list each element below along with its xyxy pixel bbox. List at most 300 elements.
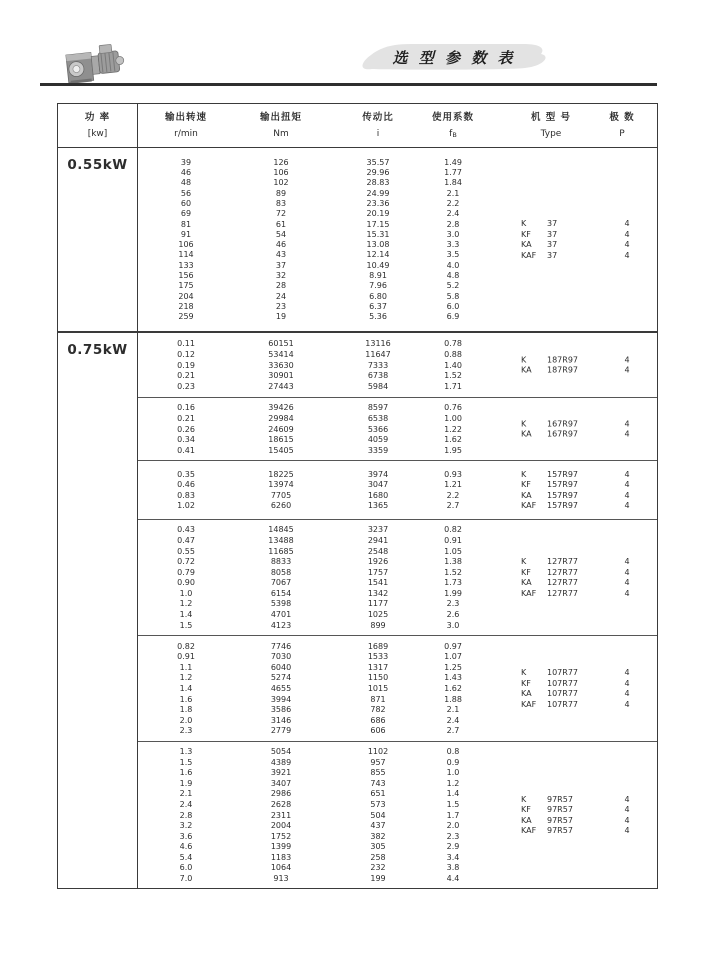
table-cell: 1.5 (179, 620, 193, 630)
table-cell: 1680 (367, 490, 389, 500)
table-cell: 0.91 (444, 535, 462, 545)
table-cell: 5274 (270, 673, 292, 683)
model-type-row (521, 355, 647, 366)
table-cell: 53414 (268, 349, 294, 359)
table-cell: 15.31 (366, 229, 390, 239)
header-service-factor-cn: 使用系数 (431, 112, 474, 123)
table-cell: 782 (370, 705, 386, 715)
model-prefix: K (521, 219, 527, 229)
table-cell: 2.7 (446, 726, 460, 736)
table-cell: 3.4 (446, 852, 460, 862)
table-cell: 199 (370, 874, 386, 884)
section-data (138, 333, 657, 888)
model-type-row (521, 469, 647, 480)
model-prefix: KAF (521, 588, 537, 598)
table-row (138, 157, 657, 167)
table-cell: 13974 (268, 480, 294, 490)
table-cell: 5.36 (369, 312, 387, 322)
ratio-block (138, 333, 657, 397)
table-cell: 4655 (270, 684, 292, 693)
model-type-row (521, 240, 647, 251)
table-cell: 61 (275, 219, 287, 229)
table-cell: 0.72 (177, 557, 195, 567)
table-cell: 0.43 (177, 525, 195, 535)
table-cell: 2986 (270, 789, 292, 799)
table-cell: 114 (178, 250, 194, 260)
header-poles-cn: 极 数 (609, 112, 635, 123)
power-section (58, 331, 657, 888)
model-number: 107R77 (547, 689, 579, 699)
model-type-row (521, 678, 647, 689)
table-cell: 1.73 (444, 578, 462, 588)
header-torque-unit: Nm (273, 129, 289, 139)
model-prefix: KA (521, 365, 532, 375)
model-prefix: KAF (521, 501, 537, 511)
table-row (138, 281, 657, 291)
table-cell: 6538 (367, 413, 389, 423)
table-cell: 1.5 (179, 757, 193, 767)
model-number: 37 (547, 229, 558, 239)
table-cell: 2.4 (446, 209, 460, 219)
model-prefix: KA (521, 578, 532, 588)
table-cell: 4389 (270, 757, 292, 767)
table-cell: 957 (370, 757, 386, 767)
table-row (138, 270, 657, 280)
table-row (138, 381, 657, 392)
table-cell: 8.91 (369, 271, 387, 281)
table-cell: 0.93 (444, 469, 462, 479)
table-cell: 126 (273, 157, 289, 167)
table-cell: 8833 (270, 557, 292, 567)
ratio-block (138, 460, 657, 519)
model-type-stack (521, 355, 647, 376)
table-cell: 3.2 (179, 821, 193, 831)
model-type-row (521, 815, 647, 826)
table-row (138, 167, 657, 177)
table-cell: 2.2 (446, 198, 460, 208)
table-cell: 1752 (270, 831, 292, 841)
model-number: 107R77 (547, 668, 579, 678)
table-cell: 13116 (365, 339, 391, 349)
model-prefix: KF (521, 678, 531, 688)
table-cell: 7.0 (179, 874, 193, 884)
table-cell: 1.62 (444, 684, 462, 693)
table-cell: 33630 (268, 360, 294, 370)
model-prefix: K (521, 469, 527, 479)
model-prefix: KA (521, 815, 532, 825)
table-cell: 0.55 (177, 546, 195, 556)
header-power-unit: [kw] (87, 129, 108, 139)
header-power-cn: 功 率 (84, 112, 111, 123)
model-prefix: KF (521, 567, 531, 577)
table-cell: 133 (178, 260, 194, 270)
table-cell: 18615 (268, 435, 294, 445)
table-cell: 6.80 (369, 291, 387, 301)
table-cell: 1541 (367, 578, 389, 588)
page-title: 选 型 参 数 表 (392, 49, 516, 67)
table-cell: 7333 (367, 360, 389, 370)
table-cell: 2004 (270, 821, 292, 831)
table-row (138, 757, 657, 768)
table-cell: 3237 (367, 525, 389, 535)
table-cell: 1365 (367, 501, 389, 511)
model-number: 157R97 (547, 469, 579, 479)
table-cell: 156 (178, 271, 194, 281)
model-number: 157R97 (547, 480, 579, 490)
table-cell: 7067 (270, 578, 292, 588)
model-number: 187R97 (547, 355, 579, 365)
table-cell: 0.76 (444, 403, 462, 413)
model-number: 97R57 (547, 815, 573, 825)
model-number: 97R57 (547, 826, 573, 836)
table-header (58, 104, 657, 148)
table-cell: 2.0 (446, 821, 460, 831)
table-cell: 1.99 (444, 588, 462, 598)
power-column (58, 333, 138, 888)
table-cell: 89 (275, 188, 287, 198)
table-cell: 1.4 (446, 789, 460, 799)
table-cell: 2.4 (446, 715, 460, 725)
table-cell: 3974 (367, 469, 389, 479)
table-row (138, 726, 657, 737)
poles-value: 4 (624, 229, 630, 239)
table-cell: 30901 (268, 371, 294, 381)
header-power (58, 104, 138, 147)
table-cell: 2941 (367, 535, 389, 545)
table-cell: 1.4 (179, 684, 193, 693)
table-cell: 4.6 (179, 842, 193, 852)
table-cell: 1317 (367, 662, 389, 672)
table-cell: 1.88 (444, 694, 462, 704)
table-cell: 6.0 (446, 301, 460, 311)
table-cell: 35.57 (366, 157, 390, 167)
model-number: 97R57 (547, 805, 573, 815)
table-cell: 1.00 (444, 413, 462, 423)
header-service-factor (428, 112, 478, 147)
header-speed-unit: r/min (174, 129, 198, 139)
table-cell: 1.22 (444, 424, 462, 434)
table-cell: 3.5 (446, 250, 460, 260)
table-cell: 60 (180, 198, 192, 208)
table-cell: 5984 (367, 381, 389, 391)
table-cell: 3.0 (446, 620, 460, 630)
table-cell: 1.40 (444, 360, 462, 370)
table-cell: 27443 (268, 381, 294, 391)
model-type-row (521, 490, 647, 501)
table-cell: 305 (370, 842, 386, 852)
table-cell: 6.37 (369, 301, 387, 311)
poles-value: 4 (624, 250, 630, 260)
model-prefix: K (521, 557, 527, 567)
model-type-row (521, 578, 647, 589)
poles-value: 4 (624, 365, 630, 375)
table-cell: 1.05 (444, 546, 462, 556)
table-cell: 18225 (268, 469, 294, 479)
model-prefix: KA (521, 689, 532, 699)
table-cell: 24 (275, 291, 287, 301)
model-number: 97R57 (547, 794, 573, 804)
table-row (138, 609, 657, 620)
table-cell: 10.49 (366, 260, 390, 270)
model-number: 127R77 (547, 557, 579, 567)
table-cell: 4.8 (446, 271, 460, 281)
table-cell: 3.8 (446, 863, 460, 873)
table-cell: 5366 (367, 424, 389, 434)
table-row (138, 852, 657, 863)
table-row (138, 301, 657, 311)
table-cell: 382 (370, 831, 386, 841)
table-cell: 437 (370, 821, 386, 831)
table-cell: 32 (275, 271, 287, 281)
header-ratio (328, 112, 428, 147)
model-prefix: KF (521, 480, 531, 490)
model-number: 127R77 (547, 567, 579, 577)
table-cell: 0.41 (177, 445, 195, 455)
model-type-row (521, 588, 647, 599)
table-cell: 1.6 (179, 768, 193, 778)
table-cell: 1.3 (179, 746, 193, 756)
power-column (58, 148, 138, 331)
table-cell: 0.90 (177, 578, 195, 588)
table-cell: 2.3 (446, 831, 460, 841)
table-cell: 2.6 (446, 610, 460, 620)
table-cell: 12.14 (366, 250, 390, 260)
model-number: 37 (547, 250, 558, 260)
table-cell: 743 (370, 778, 386, 788)
table-cell: 504 (370, 810, 386, 820)
table-row (138, 873, 657, 884)
table-cell: 0.16 (177, 403, 195, 413)
table-row (138, 746, 657, 757)
table-cell: 232 (370, 863, 386, 873)
table-row (138, 198, 657, 208)
table-cell: 0.83 (177, 490, 195, 500)
poles-value: 4 (624, 501, 630, 511)
table-row (138, 445, 657, 456)
table-cell: 1.52 (444, 371, 462, 381)
table-cell: 204 (178, 291, 194, 301)
poles-value: 4 (624, 826, 630, 836)
table-cell: 15405 (268, 445, 294, 455)
poles-value: 4 (624, 588, 630, 598)
model-prefix: KA (521, 490, 532, 500)
table-cell: 56 (180, 188, 192, 198)
table-cell: 0.9 (446, 757, 460, 767)
table-cell: 0.26 (177, 424, 195, 434)
model-prefix: K (521, 668, 527, 678)
table-cell: 24.99 (366, 188, 390, 198)
table-cell: 5054 (270, 746, 292, 756)
table-cell: 855 (370, 768, 386, 778)
table-row (138, 188, 657, 198)
table-cell: 1064 (270, 863, 292, 873)
table-cell: 899 (370, 620, 386, 630)
table-cell: 7.96 (369, 281, 387, 291)
table-cell: 39 (180, 157, 192, 167)
table-cell: 1.52 (444, 567, 462, 577)
table-cell: 1.62 (444, 435, 462, 445)
ratio-block (138, 397, 657, 460)
table-cell: 60151 (268, 339, 294, 349)
table-cell: 2311 (270, 810, 292, 820)
poles-value: 4 (624, 699, 630, 709)
model-prefix: KAF (521, 826, 537, 836)
model-type-row (521, 567, 647, 578)
power-section (58, 148, 657, 331)
table-cell: 1.84 (444, 178, 462, 188)
table-cell: 2.4 (179, 799, 193, 809)
table-cell: 91 (180, 229, 192, 239)
table-row (138, 535, 657, 546)
table-cell: 7030 (270, 652, 292, 662)
table-row (138, 715, 657, 726)
model-prefix: KF (521, 805, 531, 815)
table-cell: 0.8 (446, 746, 460, 756)
table-cell: 2.9 (446, 842, 460, 852)
table-cell: 14845 (268, 525, 294, 535)
table-cell: 0.82 (444, 525, 462, 535)
table-cell: 1689 (367, 641, 389, 651)
model-number: 187R97 (547, 365, 579, 375)
table-cell: 0.47 (177, 535, 195, 545)
table-cell: 2.8 (179, 810, 193, 820)
table-cell: 1.5 (446, 799, 460, 809)
table-row (138, 339, 657, 350)
table-cell: 913 (273, 874, 289, 884)
table-row (138, 312, 657, 322)
power-rating-label: 0.75kW (67, 342, 128, 358)
table-cell: 0.21 (177, 371, 195, 381)
table-cell: 1025 (367, 610, 389, 620)
model-type-row (521, 557, 647, 568)
table-cell: 2.1 (446, 705, 460, 715)
model-type-row (521, 229, 647, 240)
table-cell: 6.9 (446, 312, 460, 322)
poles-value: 4 (624, 805, 630, 815)
table-row (138, 403, 657, 414)
model-type-row (521, 429, 647, 440)
header-model-type-cn: 机 型 号 (530, 112, 572, 123)
section-data (138, 148, 657, 331)
table-row (138, 546, 657, 557)
table-cell: 83 (275, 198, 287, 208)
table-cell: 218 (178, 301, 194, 311)
table-cell: 3.0 (446, 229, 460, 239)
table-cell: 2.7 (446, 501, 460, 511)
model-number: 157R97 (547, 501, 579, 511)
table-row (138, 863, 657, 874)
table-cell: 7705 (270, 490, 292, 500)
table-cell: 1.43 (444, 673, 462, 683)
model-prefix: KAF (521, 699, 537, 709)
table-cell: 2.3 (179, 726, 193, 736)
model-type-stack (521, 419, 647, 440)
table-cell: 1.6 (179, 694, 193, 704)
table-cell: 13.08 (366, 240, 390, 250)
model-type-stack (521, 668, 647, 710)
table-cell: 6154 (270, 588, 292, 598)
table-cell: 11647 (365, 349, 391, 359)
model-type-stack (521, 219, 647, 261)
model-type-stack (521, 794, 647, 836)
model-number: 127R77 (547, 578, 579, 588)
table-row (138, 525, 657, 536)
table-cell: 1177 (367, 599, 389, 609)
table-cell: 3586 (270, 705, 292, 715)
table-cell: 0.21 (177, 413, 195, 423)
poles-value: 4 (624, 567, 630, 577)
table-cell: 5.4 (179, 852, 193, 862)
model-prefix: KF (521, 229, 531, 239)
poles-value: 4 (624, 429, 630, 439)
table-cell: 1.4 (179, 610, 193, 620)
table-cell: 1926 (367, 557, 389, 567)
table-cell: 1.77 (444, 168, 462, 178)
header-ratio-unit: i (376, 129, 380, 139)
model-type-row (521, 365, 647, 376)
table-cell: 4059 (367, 435, 389, 445)
table-cell: 13488 (268, 535, 294, 545)
table-cell: 3359 (367, 445, 389, 455)
table-cell: 46 (275, 240, 287, 250)
model-prefix: K (521, 355, 527, 365)
model-number: 37 (547, 240, 558, 250)
table-row (138, 651, 657, 662)
header-model-type (508, 112, 594, 147)
ratio-block (138, 148, 657, 331)
table-cell: 6040 (270, 662, 292, 672)
table-cell: 6260 (270, 501, 292, 511)
model-prefix: KAF (521, 250, 537, 260)
table-cell: 4.4 (446, 874, 460, 884)
table-cell: 3921 (270, 768, 292, 778)
table-cell: 1399 (270, 842, 292, 852)
table-cell: 1.2 (179, 599, 193, 609)
table-cell: 1533 (367, 652, 389, 662)
table-cell: 0.11 (177, 339, 195, 349)
table-cell: 3407 (270, 778, 292, 788)
table-cell: 0.19 (177, 360, 195, 370)
page-title-banner (358, 42, 550, 74)
table-cell: 1102 (367, 746, 389, 756)
table-cell: 23.36 (366, 198, 390, 208)
table-cell: 4123 (270, 620, 292, 630)
table-cell: 8058 (270, 567, 292, 577)
table-cell: 1757 (367, 567, 389, 577)
poles-value: 4 (624, 794, 630, 804)
table-cell: 5398 (270, 599, 292, 609)
model-type-row (521, 250, 647, 261)
table-cell: 28.83 (366, 178, 390, 188)
table-row (138, 767, 657, 778)
table-cell: 3994 (270, 694, 292, 704)
table-cell: 651 (370, 789, 386, 799)
table-cell: 1.49 (444, 157, 462, 167)
table-cell: 871 (370, 694, 386, 704)
model-type-stack (521, 557, 647, 599)
table-cell: 1.21 (444, 480, 462, 490)
table-cell: 3047 (367, 480, 389, 490)
table-cell: 686 (370, 715, 386, 725)
table-cell: 2.1 (446, 188, 460, 198)
poles-value: 4 (624, 469, 630, 479)
table-cell: 1.71 (444, 381, 462, 391)
model-number: 157R97 (547, 490, 579, 500)
table-cell: 102 (273, 178, 289, 188)
table-cell: 5.8 (446, 291, 460, 301)
table-cell: 43 (275, 250, 287, 260)
table-cell: 0.78 (444, 339, 462, 349)
